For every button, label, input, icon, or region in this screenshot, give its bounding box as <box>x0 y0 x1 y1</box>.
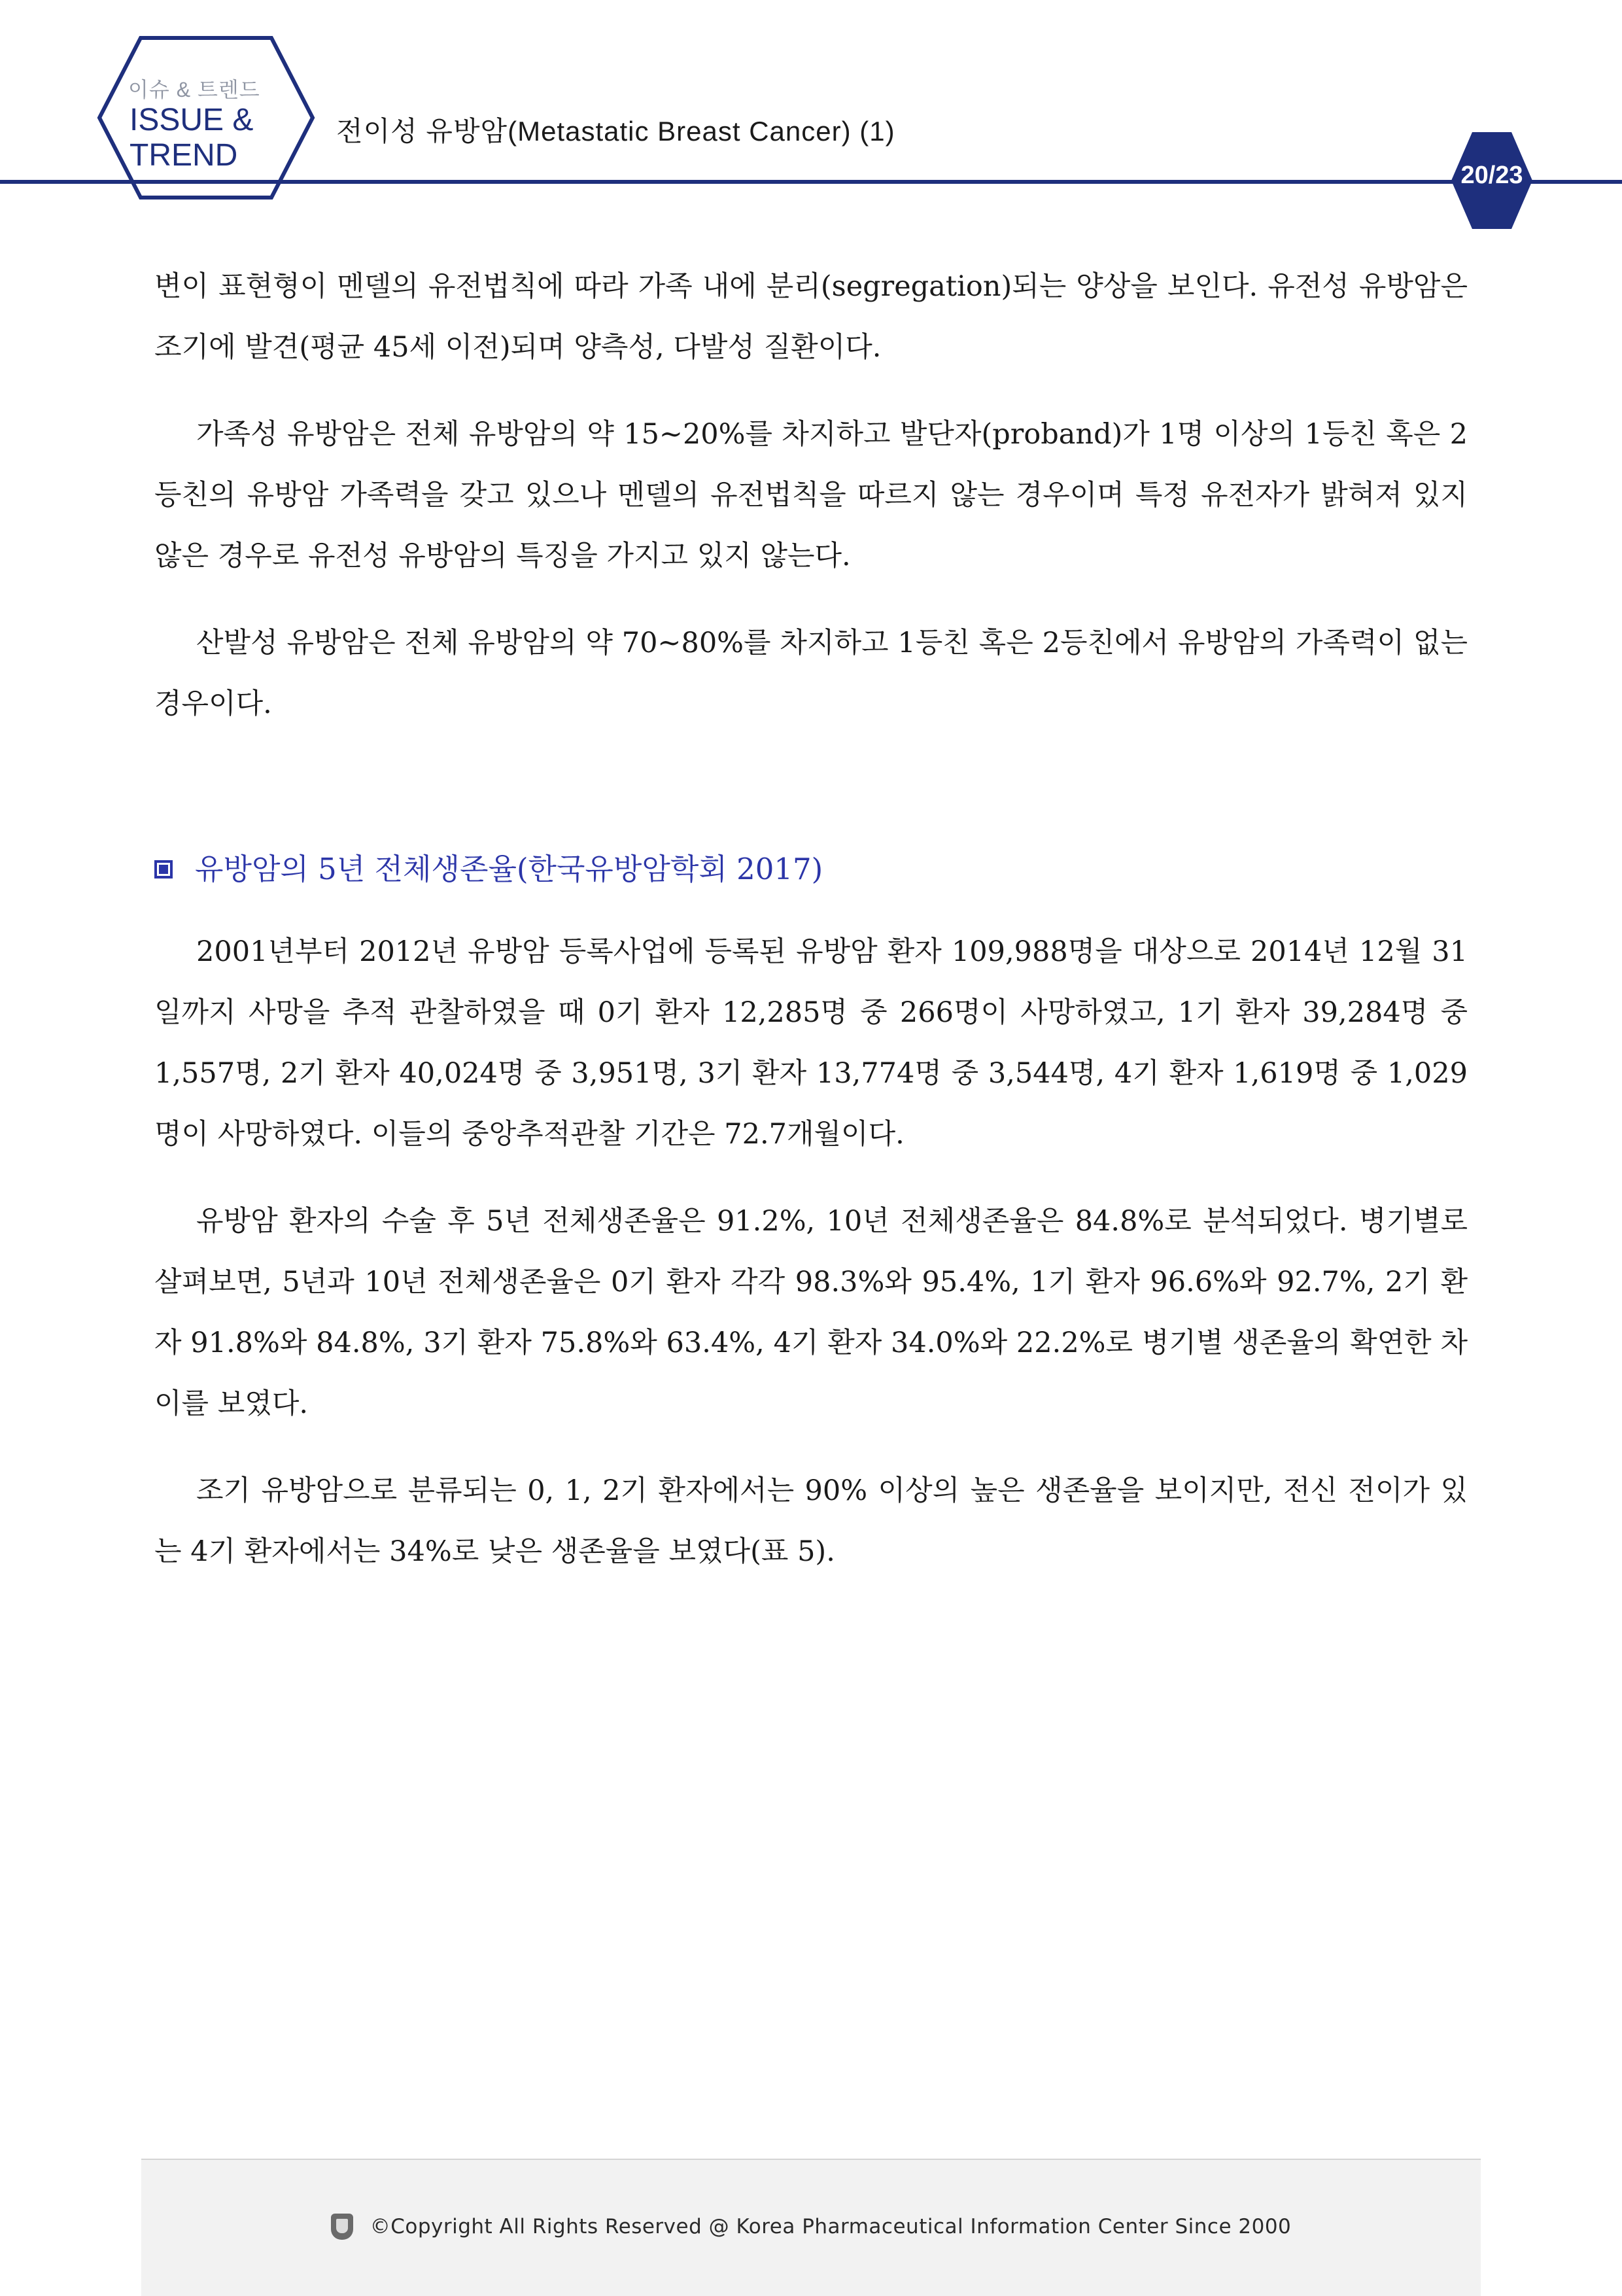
page-title: 전이성 유방암(Metastatic Breast Cancer) (1) <box>336 116 895 147</box>
paragraph: 가족성 유방암은 전체 유방암의 약 15~20%를 차지하고 발단자(proband)가 1명 이상의 1등친 혹은 2등친의 유방암 가족력을 갖고 있으나 멘델의 유전법칙을 따르지 않는 경우이며 특정 유전자가 밝혀져 있지 않은 경우로 유전성 유방암의 특징을 가지고 있지 않는다. <box>154 418 1468 572</box>
paragraph: 조기 유방암으로 분류되는 0, 1, 2기 환자에서는 90% 이상의 높은 생존율을 보이지만, 전신 전이가 있는 4기 환자에서는 34%로 낮은 생존율을 보였다(표 5). <box>154 1474 1468 1568</box>
footer-content <box>141 2214 1481 2240</box>
paragraph: 산발성 유방암은 전체 유방암의 약 70~80%를 차지하고 1등친 혹은 2등친에서 유방암의 가족력이 없는 경우이다. <box>154 627 1468 720</box>
section-heading <box>154 842 1468 897</box>
article-body <box>154 256 1468 1609</box>
square-bullet-icon <box>154 860 173 878</box>
footer <box>141 2159 1481 2296</box>
paragraph: 2001년부터 2012년 유방암 등록사업에 등록된 유방암 환자 109,988명을 대상으로 2014년 12월 31일까지 사망을 추적 관찰하였을 때 0기 환자 12,285명 중 266명이 사망하였고, 1기 환자 39,284명 중 1,557명, 2기 환자 40,024명 중 3,951명, 3기 환자 13,774명 중 3,544명, 4기 환자 1,619명 중 1,029명이 사망하였다. 이들의 중앙추적관찰 기간은 72.7개월이다. <box>154 935 1468 1151</box>
paragraph: 유방암 환자의 수술 후 5년 전체생존율은 91.2%, 10년 전체생존율은 84.8%로 분석되었다. 병기별로 살펴보면, 5년과 10년 전체생존율은 0기 환자 각각 98.3%와 95.4%, 1기 환자 96.6%와 92.7%, 2기 환자 91.8%와 84.8%, 3기 환자 75.8%와 63.4%, 4기 환자 34.0%와 22.2%로 병기별 생존율의 확연한 차이를 보였다. <box>154 1205 1468 1420</box>
section-heading-text: 유방암의 5년 전체생존율(한국유방암학회 2017) <box>195 852 823 886</box>
badge-issue-label: ISSUE & <box>129 103 254 137</box>
copyright-text: ©Copyright All Rights Reserved @ Korea Pharmaceutical Information Center Since 2000 <box>370 2215 1292 2238</box>
shield-logo-icon <box>331 2214 353 2240</box>
paragraph: 변이 표현형이 멘델의 유전법칙에 따라 가족 내에 분리(segregation)되는 양상을 보인다. 유전성 유방암은 조기에 발견(평균 45세 이전)되며 양측성, 다발성 질환이다. <box>154 270 1468 364</box>
badge-trend-label: TREND <box>129 138 238 173</box>
badge-korean-label: 이슈 & 트렌드 <box>128 78 260 101</box>
page-number: 20/23 <box>1460 162 1523 189</box>
